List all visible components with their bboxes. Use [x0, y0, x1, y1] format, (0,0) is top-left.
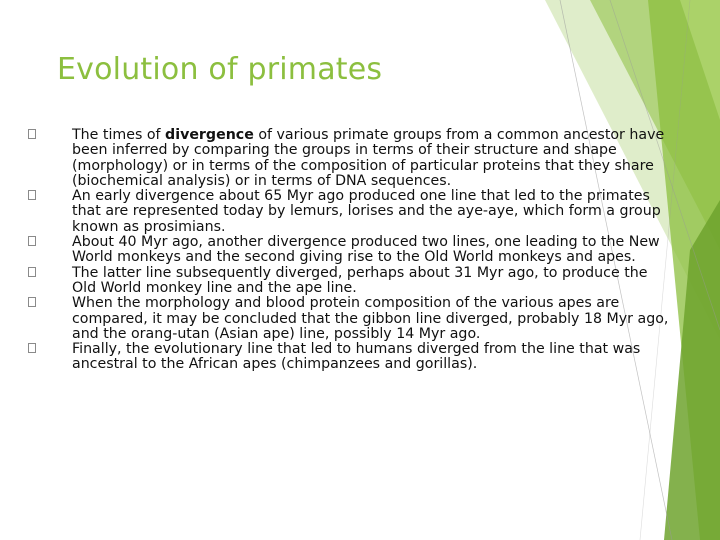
bullet-item — [28, 189, 673, 235]
bullet-text: An early divergence about 65 Myr ago produced one line that led to the primates that are represented today by lemurs, lorises and the aye-aye, which form a group known as prosimians. — [72, 188, 661, 235]
slide-title: Evolution of primates — [57, 52, 383, 87]
emphasis-term: divergence — [165, 127, 254, 143]
bullet-item — [28, 235, 673, 266]
bullet-item — [28, 128, 673, 189]
bullet-text: When the morphology and blood protein composition of the various apes are compared, it may be concluded that the gibbon line diverged, probably 18 Myr ago, and the orang-utan (Asian ape) line, possibly 14 Myr ago. — [72, 295, 669, 342]
bullet-item — [28, 342, 673, 373]
bullet-text: About 40 Myr ago, another divergence produced two lines, one leading to the New World monkeys and the second giving rise to the Old World monkeys and apes. — [72, 234, 660, 266]
square-bullet-icon — [28, 236, 36, 246]
square-bullet-icon — [28, 190, 36, 200]
square-bullet-icon — [28, 343, 36, 353]
bullet-item — [28, 266, 673, 297]
bullet-text: The latter line subsequently diverged, perhaps about 31 Myr ago, to produce the Old World monkey line and the ape line. — [72, 264, 648, 296]
square-bullet-icon — [28, 129, 36, 139]
bullet-item — [28, 296, 673, 342]
bullet-text: Finally, the evolutionary line that led to humans diverged from the line that was ancestral to the African apes (chimpanzees and gorillas). — [72, 341, 641, 373]
square-bullet-icon — [28, 297, 36, 307]
bullet-text: The times of divergence of various primate groups from a common ancestor have been inferred by comparing the groups in terms of their structure and shape (morphology) or in terms of the composition of particular proteins that they share (biochemical analysis) or in terms of DNA sequences. — [72, 127, 665, 189]
bullet-list — [28, 128, 673, 373]
square-bullet-icon — [28, 267, 36, 277]
